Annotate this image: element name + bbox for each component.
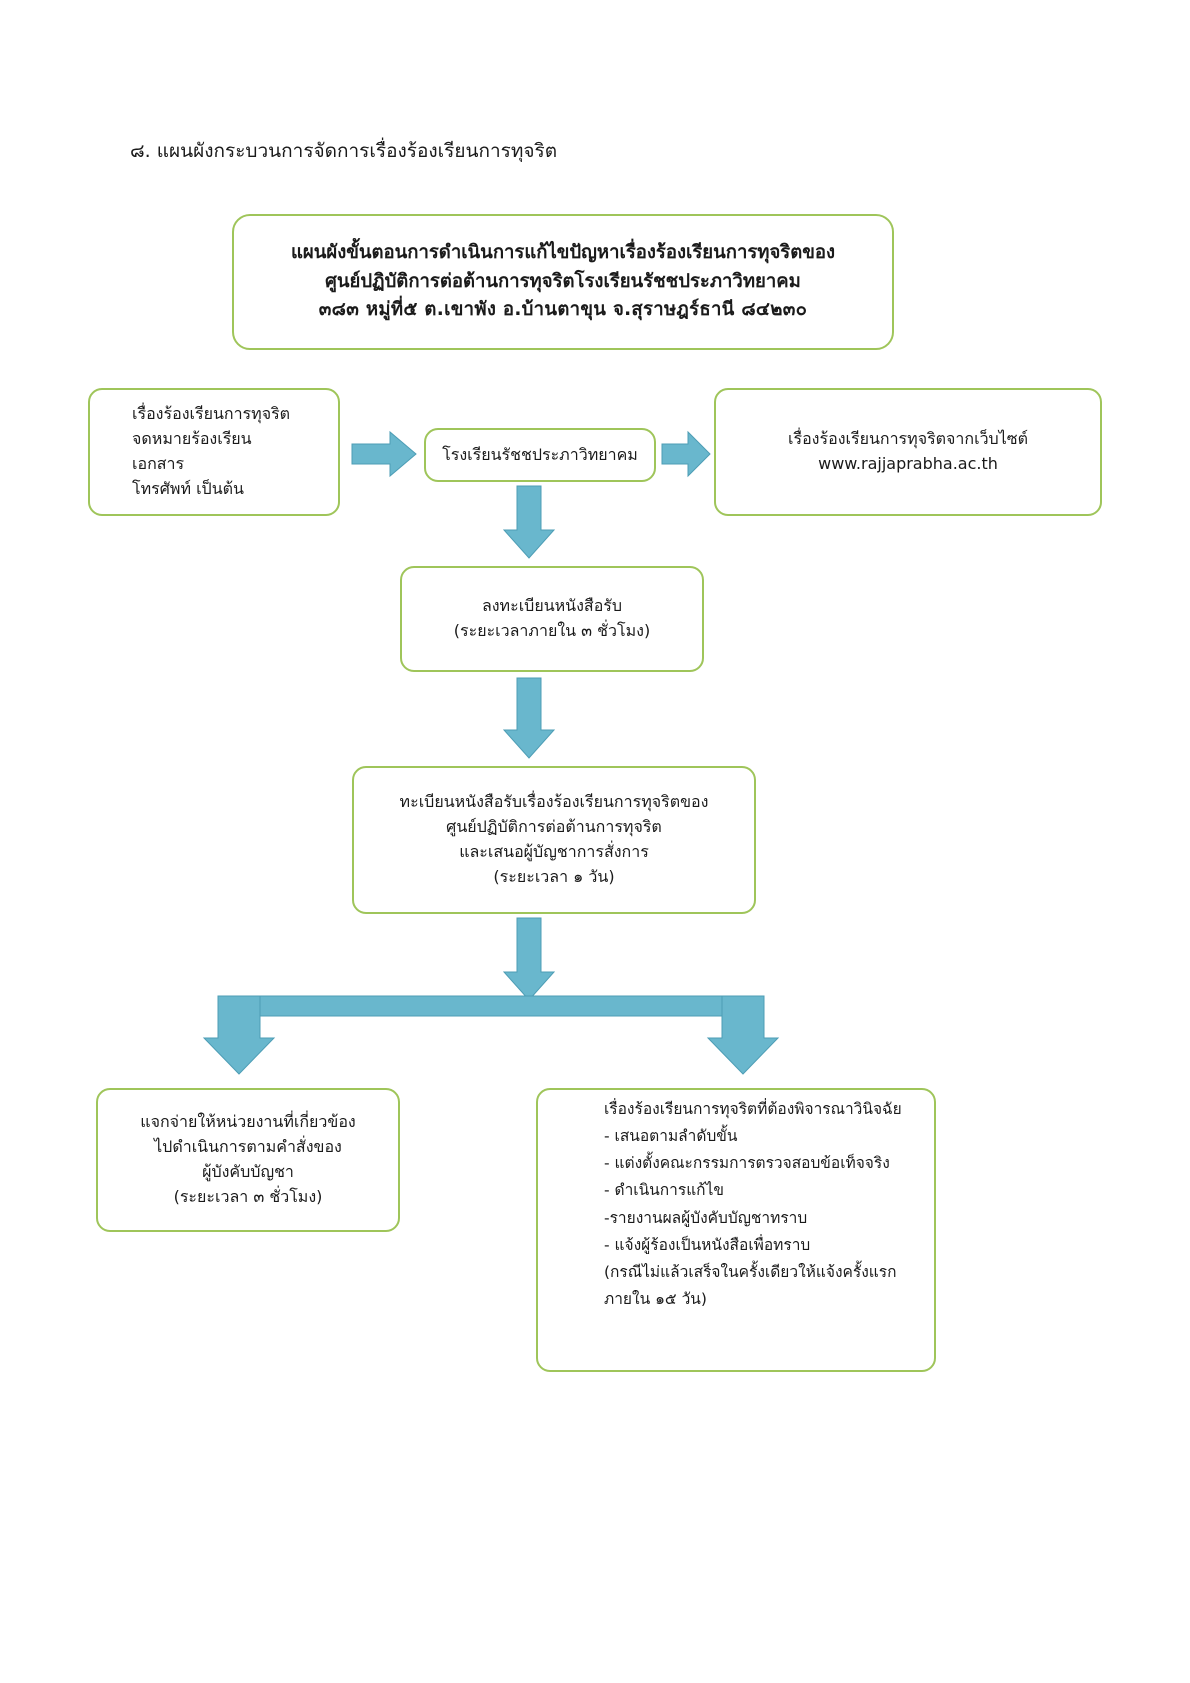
distribute-line-1: แจกจ่ายให้หน่วยงานที่เกี่ยวข้อง xyxy=(140,1112,356,1132)
registry-line-3: และเสนอผู้บัญชาการสั่งการ xyxy=(459,842,649,861)
consider-item-5: (กรณีไม่แล้วเสร็จในครั้งเดียวให้แจ้งครั้งแรก xyxy=(604,1262,897,1281)
consider-item-2: - ดำเนินการแก้ไข xyxy=(604,1181,724,1200)
register-line-2: (ระยะเวลาภายใน ๓ ชั่วโมง) xyxy=(453,621,651,640)
consider-item-1: - แต่งตั้งคณะกรรมการตรวจสอบข้อเท็จจริง xyxy=(604,1154,890,1173)
consideration-box xyxy=(536,1088,936,1372)
registry-line-2: ศูนย์ปฏิบัติการต่อต้านการทุจริต xyxy=(446,817,662,837)
consider-heading: เรื่องร้องเรียนการทุจริตที่ต้องพิจารณาวินิจฉัย xyxy=(604,1100,902,1118)
distribute-line-2: ไปดำเนินการตามคำสั่งของ xyxy=(154,1137,342,1157)
source-line-3: เอกสาร xyxy=(132,454,185,473)
arrow-school-to-register xyxy=(504,486,556,560)
arrow-register-to-registry xyxy=(504,678,556,760)
flowchart-title-box xyxy=(232,214,894,350)
web-url: www.rajjaprabha.ac.th xyxy=(818,454,998,473)
complaint-sources-box xyxy=(88,388,340,516)
title-line-3: ๓๘๓ หมู่ที่๕ ต.เขาพัง อ.บ้านตาขุน จ.สุราษฎร์ธานี ๘๔๒๓๐ xyxy=(318,299,808,321)
consider-item-0: - เสนอตามลำดับขั้น xyxy=(604,1127,738,1146)
school-box xyxy=(424,428,656,482)
website-complaints-box xyxy=(714,388,1102,516)
web-line-1: เรื่องร้องเรียนการทุจริตจากเว็บไซต์ xyxy=(788,429,1028,449)
consider-item-6: ภายใน ๑๕ วัน) xyxy=(604,1289,707,1308)
register-document-box xyxy=(400,566,704,672)
registry-book-box xyxy=(352,766,756,914)
arrow-source-to-school xyxy=(352,432,418,480)
title-line-2: ศูนย์ปฏิบัติการต่อต้านการทุจริตโรงเรียนรัชชประภาวิทยาคม xyxy=(325,270,801,292)
title-line-1: แผนผังขั้นตอนการดำเนินการแก้ไขปัญหาเรื่องร้องเรียนการทุจริตของ xyxy=(290,241,836,263)
source-line-1: เรื่องร้องเรียนการทุจริต xyxy=(132,404,291,424)
page-title: ๘. แผนผังกระบวนการจัดการเรื่องร้องเรียนการทุจริต xyxy=(130,140,558,162)
consider-item-3: -รายงานผลผู้บังคับบัญชาทราบ xyxy=(604,1208,808,1227)
distribute-box xyxy=(96,1088,400,1232)
registry-line-4: (ระยะเวลา ๑ วัน) xyxy=(493,866,615,886)
arrow-split-to-branches xyxy=(204,996,792,1078)
source-line-4: โทรศัพท์ เป็นต้น xyxy=(132,478,244,498)
register-line-1: ลงทะเบียนหนังสือรับ xyxy=(481,596,623,616)
arrow-registry-to-split xyxy=(504,918,556,1004)
source-line-2: จดหมายร้องเรียน xyxy=(132,429,252,449)
registry-line-1: ทะเบียนหนังสือรับเรื่องร้องเรียนการทุจริตของ xyxy=(399,792,709,812)
arrow-school-to-web xyxy=(662,432,712,480)
distribute-line-4: (ระยะเวลา ๓ ชั่วโมง) xyxy=(173,1186,323,1206)
distribute-line-3: ผู้บังคับบัญชา xyxy=(202,1162,294,1181)
consider-item-4: - แจ้งผู้ร้องเป็นหนังสือเพื่อทราบ xyxy=(604,1235,811,1254)
school-name: โรงเรียนรัชชประภาวิทยาคม xyxy=(442,444,638,464)
